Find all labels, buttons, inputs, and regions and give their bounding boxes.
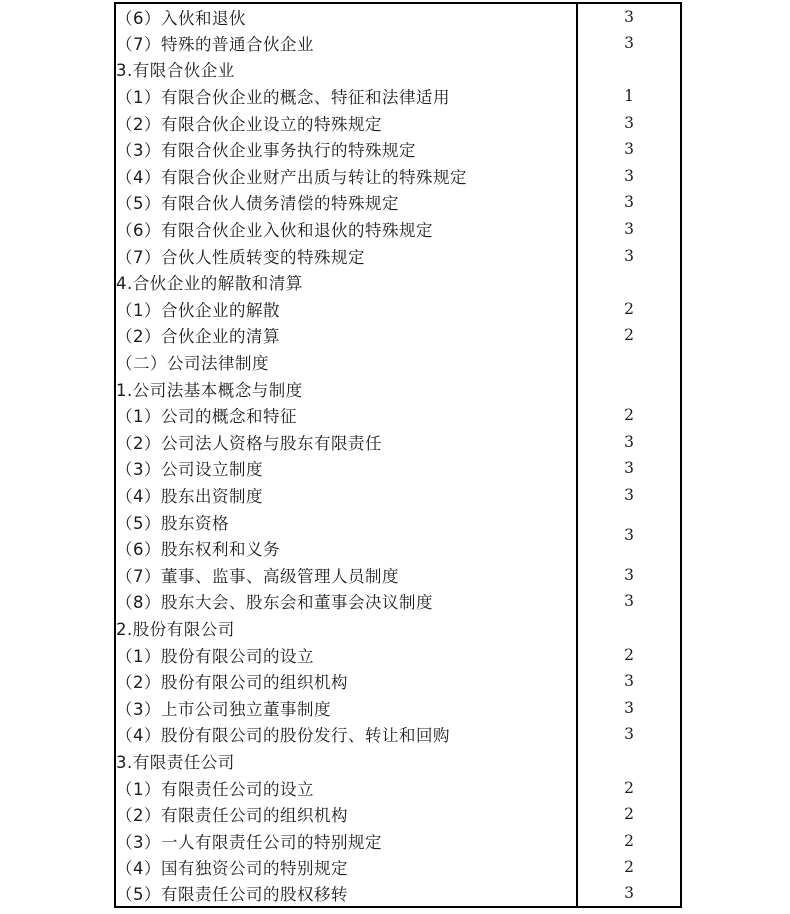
score-cell: 3 [577, 588, 681, 615]
score-cell: 1 [577, 83, 681, 110]
item-text: （2）有限责任公司的组织机构 [116, 806, 348, 826]
table-row [115, 801, 681, 828]
score-cell: 3 [577, 109, 681, 136]
score-cell: 3 [577, 721, 681, 748]
table-row [115, 349, 681, 376]
item-text: （2）合伙企业的清算 [116, 327, 280, 347]
score-cell: 2 [577, 801, 681, 828]
score-cell [577, 349, 681, 376]
table-row [115, 402, 681, 429]
table-row [115, 269, 681, 296]
score-cell: 3 [577, 163, 681, 190]
score-cell: 3 [577, 455, 681, 482]
table-row [115, 242, 681, 269]
item-text: （3）有限合伙企业事务执行的特殊规定 [116, 141, 416, 161]
table-row [115, 482, 681, 509]
table-row [115, 668, 681, 695]
score-cell: 3 [577, 561, 681, 588]
table-row [115, 136, 681, 163]
score-cell: 3 [577, 136, 681, 163]
score-cell: 3 [577, 216, 681, 243]
score-cell [577, 748, 681, 775]
table-row [115, 561, 681, 588]
item-text: （6）有限合伙企业入伙和退伙的特殊规定 [116, 221, 433, 241]
item-text: （6）股东权利和义务 [116, 540, 280, 560]
score-cell: 3 [577, 429, 681, 456]
item-text: （5）股东资格 [116, 513, 229, 533]
score-cell: 3 [577, 482, 681, 509]
score-cell [577, 615, 681, 642]
score-cell: 2 [577, 854, 681, 881]
table-row [115, 83, 681, 110]
item-text: （5）有限合伙人债务清偿的特殊规定 [116, 194, 399, 214]
table-row [115, 216, 681, 243]
item-text: 2.股份有限公司 [116, 619, 235, 639]
item-text: （5）有限责任公司的股权移转 [116, 885, 348, 905]
item-text: 3.有限责任公司 [116, 752, 235, 772]
table-row [115, 854, 681, 881]
item-text: 3.有限合伙企业 [116, 61, 235, 81]
item-text: （8）股东大会、股东会和董事会决议制度 [116, 593, 433, 613]
table-row [115, 615, 681, 642]
table-row [115, 748, 681, 775]
item-text: （1）有限责任公司的设立 [116, 779, 314, 799]
item-text: （3）一人有限责任公司的特别规定 [116, 832, 382, 852]
table-row [115, 588, 681, 615]
score-cell: 3 [577, 242, 681, 269]
item-text: （二）公司法律制度 [116, 354, 269, 374]
table-row [115, 827, 681, 854]
item-text: 4.合伙企业的解散和清算 [116, 274, 303, 294]
item-text: （3）上市公司独立董事制度 [116, 699, 331, 719]
table-row [115, 3, 681, 30]
score-cell: 3 [577, 694, 681, 721]
item-text: （7）合伙人性质转变的特殊规定 [116, 247, 365, 267]
item-text: （4）有限合伙企业财产出质与转让的特殊规定 [116, 167, 467, 187]
table-row [115, 109, 681, 136]
item-text: （4）股东出资制度 [116, 486, 263, 506]
score-cell [577, 375, 681, 402]
item-text: （1）合伙企业的解散 [116, 300, 280, 320]
item-text: （2）公司法人资格与股东有限责任 [116, 433, 382, 453]
score-cell: 2 [577, 296, 681, 323]
table-row [115, 881, 681, 908]
table-row [115, 508, 681, 535]
item-text: （2）有限合伙企业设立的特殊规定 [116, 114, 382, 134]
table-row [115, 322, 681, 349]
item-text: （3）公司设立制度 [116, 460, 263, 480]
score-cell: 3 [577, 508, 681, 561]
score-cell: 2 [577, 322, 681, 349]
table-row [115, 721, 681, 748]
score-cell: 3 [577, 881, 681, 908]
item-text: （1）股份有限公司的设立 [116, 646, 314, 666]
item-text: （4）股份有限公司的股份发行、转让和回购 [116, 726, 450, 746]
table-row [115, 694, 681, 721]
syllabus-table-body [115, 3, 681, 907]
table-row [115, 163, 681, 190]
item-text: （2）股份有限公司的组织机构 [116, 673, 348, 693]
table-row [115, 641, 681, 668]
table-row [115, 375, 681, 402]
item-text: （4）国有独资公司的特别规定 [116, 859, 348, 879]
score-cell: 3 [577, 668, 681, 695]
score-cell: 3 [577, 3, 681, 30]
item-text: 1.公司法基本概念与制度 [116, 380, 303, 400]
item-text: （7）特殊的普通合伙企业 [116, 34, 314, 54]
score-cell: 2 [577, 827, 681, 854]
score-cell: 3 [577, 30, 681, 57]
table-row [115, 774, 681, 801]
score-cell: 3 [577, 189, 681, 216]
score-cell: 2 [577, 641, 681, 668]
item-text: （1）有限合伙企业的概念、特征和法律适用 [116, 88, 450, 108]
table-row [115, 56, 681, 83]
item-text: （1）公司的概念和特征 [116, 407, 297, 427]
score-cell: 2 [577, 774, 681, 801]
table-row [115, 189, 681, 216]
score-cell: 2 [577, 402, 681, 429]
table-row [115, 455, 681, 482]
syllabus-table [114, 2, 682, 908]
table-row [115, 429, 681, 456]
item-text: （6）入伙和退伙 [116, 8, 246, 28]
score-cell [577, 56, 681, 83]
score-cell [577, 269, 681, 296]
table-row [115, 30, 681, 57]
item-text: （7）董事、监事、高级管理人员制度 [116, 566, 399, 586]
table-row [115, 296, 681, 323]
